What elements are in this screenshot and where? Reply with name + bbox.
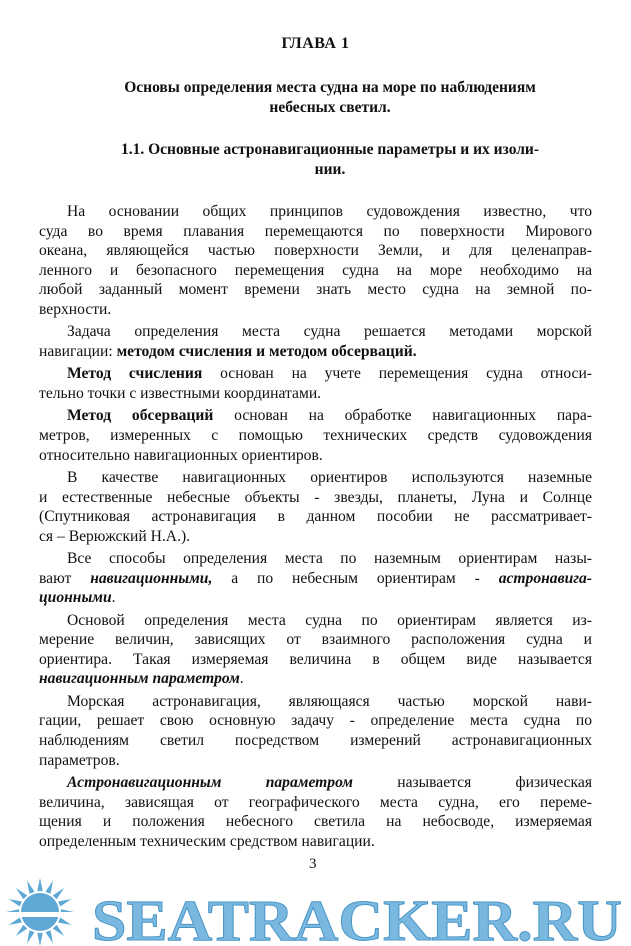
emphasized-term: астронавига-	[498, 569, 592, 587]
sun-ray	[16, 888, 27, 899]
paragraph	[39, 364, 592, 403]
text-line	[39, 261, 592, 281]
text-line	[39, 202, 592, 222]
text-line	[39, 793, 592, 813]
sun-ray	[58, 899, 71, 907]
emphasized-term: навигационным параметром	[39, 670, 240, 688]
text-line	[39, 406, 592, 426]
page-number: 3	[309, 856, 317, 872]
text-line	[39, 812, 592, 832]
text-run: .	[111, 589, 116, 607]
text-run: параметров.	[39, 751, 120, 769]
text-run: величина, зависящая от географического места судна, его переме-	[39, 793, 592, 811]
text-run: относительно навигационных ориентиров.	[39, 446, 323, 464]
section-heading	[60, 140, 600, 180]
text-line	[39, 241, 592, 261]
paragraph	[39, 611, 592, 689]
text-run: навигации:	[39, 342, 117, 360]
text-line	[39, 669, 592, 689]
text-run: определенным техническим средством навигации.	[39, 832, 375, 850]
sun-ray	[45, 930, 53, 943]
sun-ray	[27, 881, 35, 894]
text-line	[39, 364, 592, 384]
text-line	[39, 488, 592, 508]
emphasized-term: Метод обсерваций	[67, 407, 214, 425]
text-line	[39, 280, 592, 300]
sun-ray	[53, 888, 64, 899]
text-line	[39, 711, 592, 731]
emphasized-term: Астронавигационным параметром	[67, 774, 353, 791]
emphasized-term: Метод счисления	[67, 365, 203, 383]
text-run: основан на учете перемещения судна относи-	[202, 365, 592, 383]
text-line	[39, 384, 592, 404]
text-line	[39, 549, 592, 569]
chapter-title-line: небесных светил.	[269, 98, 391, 116]
text-run: Основой определения места судна по ориентирам является из-	[67, 611, 592, 629]
seatracker-watermark-logo	[0, 878, 631, 946]
sun-ray	[45, 881, 53, 894]
sun-ray	[37, 933, 42, 946]
sun-ray	[37, 878, 42, 891]
text-line	[39, 773, 592, 793]
text-run: вают	[39, 569, 91, 587]
text-line	[39, 731, 592, 751]
text-line	[39, 751, 592, 771]
text-line	[39, 650, 592, 670]
sun-ray	[53, 925, 64, 936]
text-run: суда во время плавания перемещаются по поверхности Мирового	[39, 222, 592, 240]
text-run: океана, являющейся частью поверхности Земли, и для целенаправ-	[39, 242, 592, 260]
text-line	[39, 569, 592, 589]
text-run: (Спутниковая астронавигация в данном пособии не рассматривает-	[39, 508, 592, 526]
text-run: основан на обработке навигационных пара-	[213, 407, 592, 425]
text-run: ориентира. Такая измеряемая величина в общем виде называется	[39, 650, 592, 668]
text-line	[39, 468, 592, 488]
text-line	[39, 588, 592, 608]
sun-ray	[58, 917, 71, 925]
text-line	[39, 611, 592, 631]
sun-ray	[16, 925, 27, 936]
text-line	[39, 446, 592, 466]
text-run: ленного и безопасного перемещения судна на море необходимо на	[39, 261, 592, 279]
body-text	[39, 202, 592, 854]
chapter-title	[60, 78, 600, 117]
emphasized-term: методом счисления и методом обсерваций.	[116, 342, 417, 360]
sun-ray	[9, 917, 22, 925]
text-run: ся – Верюжский Н.А.).	[39, 527, 191, 545]
text-run: гации, решает свою основную задачу - определение места судна по	[39, 712, 592, 730]
emphasized-term: навигационными,	[90, 569, 213, 587]
text-line	[39, 426, 592, 446]
text-run: На основании общих принципов судовождения известно, что	[67, 203, 592, 220]
text-line	[39, 630, 592, 650]
text-run: а по небесным ориентирам -	[212, 569, 499, 587]
text-line	[39, 527, 592, 547]
text-run: Морская астронавигация, являющаяся частью морской нави-	[67, 692, 592, 710]
watermark-lettering: SEATRACKER.RU	[92, 888, 622, 946]
text-run: верхности.	[39, 300, 112, 318]
paragraph	[39, 692, 592, 770]
paragraph	[39, 322, 592, 361]
text-line	[39, 222, 592, 242]
text-run: .	[239, 670, 244, 688]
paragraph	[39, 773, 592, 851]
text-line	[39, 507, 592, 527]
chapter-title-line: Основы определения места судна на море по наблюдениям	[124, 79, 536, 96]
text-run: наблюдениям светил посредством измерений астронавигационных	[39, 732, 592, 750]
text-run: тельно точки с известными координатами.	[39, 384, 322, 402]
text-line	[39, 322, 592, 342]
paragraph	[39, 202, 592, 320]
paragraph	[39, 549, 592, 608]
text-line	[39, 832, 592, 852]
text-run: щения и положения небесного светила на небосводе, измеряемая	[39, 813, 592, 831]
text-run: называется физическая	[352, 774, 592, 791]
text-run: Все способы определения места по наземным ориентирам назы-	[67, 550, 592, 568]
sun-ray	[27, 930, 35, 943]
text-run: метров, измеренных с помощью технических средств судовождения	[39, 426, 592, 444]
text-line	[39, 300, 592, 320]
text-line	[39, 342, 592, 362]
text-line	[39, 692, 592, 712]
paragraph	[39, 406, 592, 465]
text-run: В качестве навигационных ориентиров используются наземные	[67, 468, 592, 486]
section-heading-line: 1.1. Основные астронавигационные параметры и их изоли-	[120, 141, 540, 158]
text-run: любой заданный момент времени знать место судна на земной по-	[39, 281, 592, 299]
text-run: Задача определения места судна решается методами морской	[67, 323, 592, 341]
sun-ray	[9, 899, 22, 907]
sun-icon	[0, 878, 85, 946]
text-run: мерение величин, зависящих от взаимного расположения судна и	[39, 631, 592, 649]
text-run: и естественные небесные объекты - звезды, планеты, Луна и Солнце	[39, 488, 592, 506]
paragraph	[39, 468, 592, 546]
section-heading-line: нии.	[314, 161, 346, 178]
emphasized-term: ционными	[39, 589, 112, 607]
chapter-heading: ГЛАВА 1	[281, 35, 350, 52]
